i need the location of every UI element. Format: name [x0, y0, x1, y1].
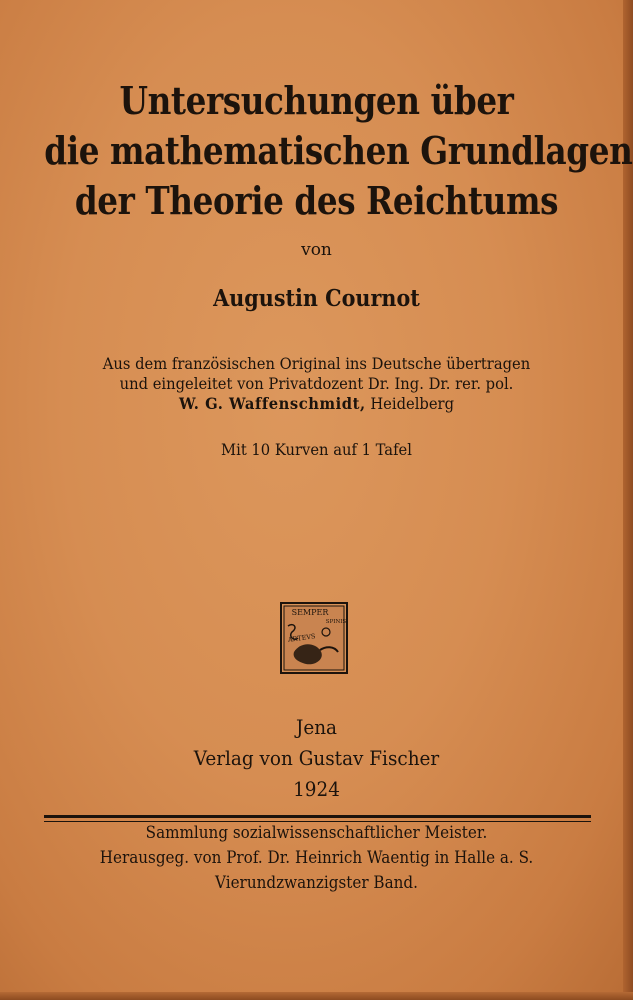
translator-line-1: Aus dem französischen Original ins Deutsche übertragen	[102, 354, 531, 373]
translator-place: Heidelberg	[365, 394, 455, 413]
title-line-1: Untersuchungen über	[119, 78, 514, 123]
translator-line-3	[25, 394, 607, 414]
title-line-3: der Theorie des Reichtums	[74, 178, 559, 223]
divider-thick	[44, 815, 591, 818]
book-title	[0, 76, 633, 226]
emblem-text-top: SEMPER	[291, 608, 329, 617]
imprint	[25, 712, 607, 805]
series-line-1: Sammlung sozialwissenschaftlicher Meister.	[145, 823, 488, 842]
emblem-text-left: ARTEVS	[287, 632, 316, 644]
translator-note	[0, 354, 633, 414]
emblem-text-right: SPINIS	[325, 619, 347, 625]
translator-line-2: und eingeleitet von Privatdozent Dr. Ing. Dr. rer. pol.	[119, 374, 514, 393]
cover-bottom-edge	[0, 992, 633, 1000]
imprint-city: Jena	[295, 715, 338, 739]
by-word: von	[301, 240, 332, 260]
author-name: Augustin Cournot	[213, 285, 420, 312]
translator-name: W. G. Waffenschmidt,	[178, 394, 366, 413]
curves-note: Mit 10 Kurven auf 1 Tafel	[221, 440, 412, 459]
series-note	[25, 820, 607, 895]
series-line-2: Herausgeg. von Prof. Dr. Heinrich Waentig in Halle a. S.	[99, 848, 534, 867]
imprint-year: 1924	[293, 777, 340, 801]
publisher-device-emblem-icon	[280, 602, 348, 674]
imprint-publisher: Verlag von Gustav Fischer	[193, 746, 440, 770]
title-line-2: die mathematischen Grundlagen	[44, 128, 633, 173]
series-line-3: Vierundzwanzigster Band.	[215, 873, 418, 892]
